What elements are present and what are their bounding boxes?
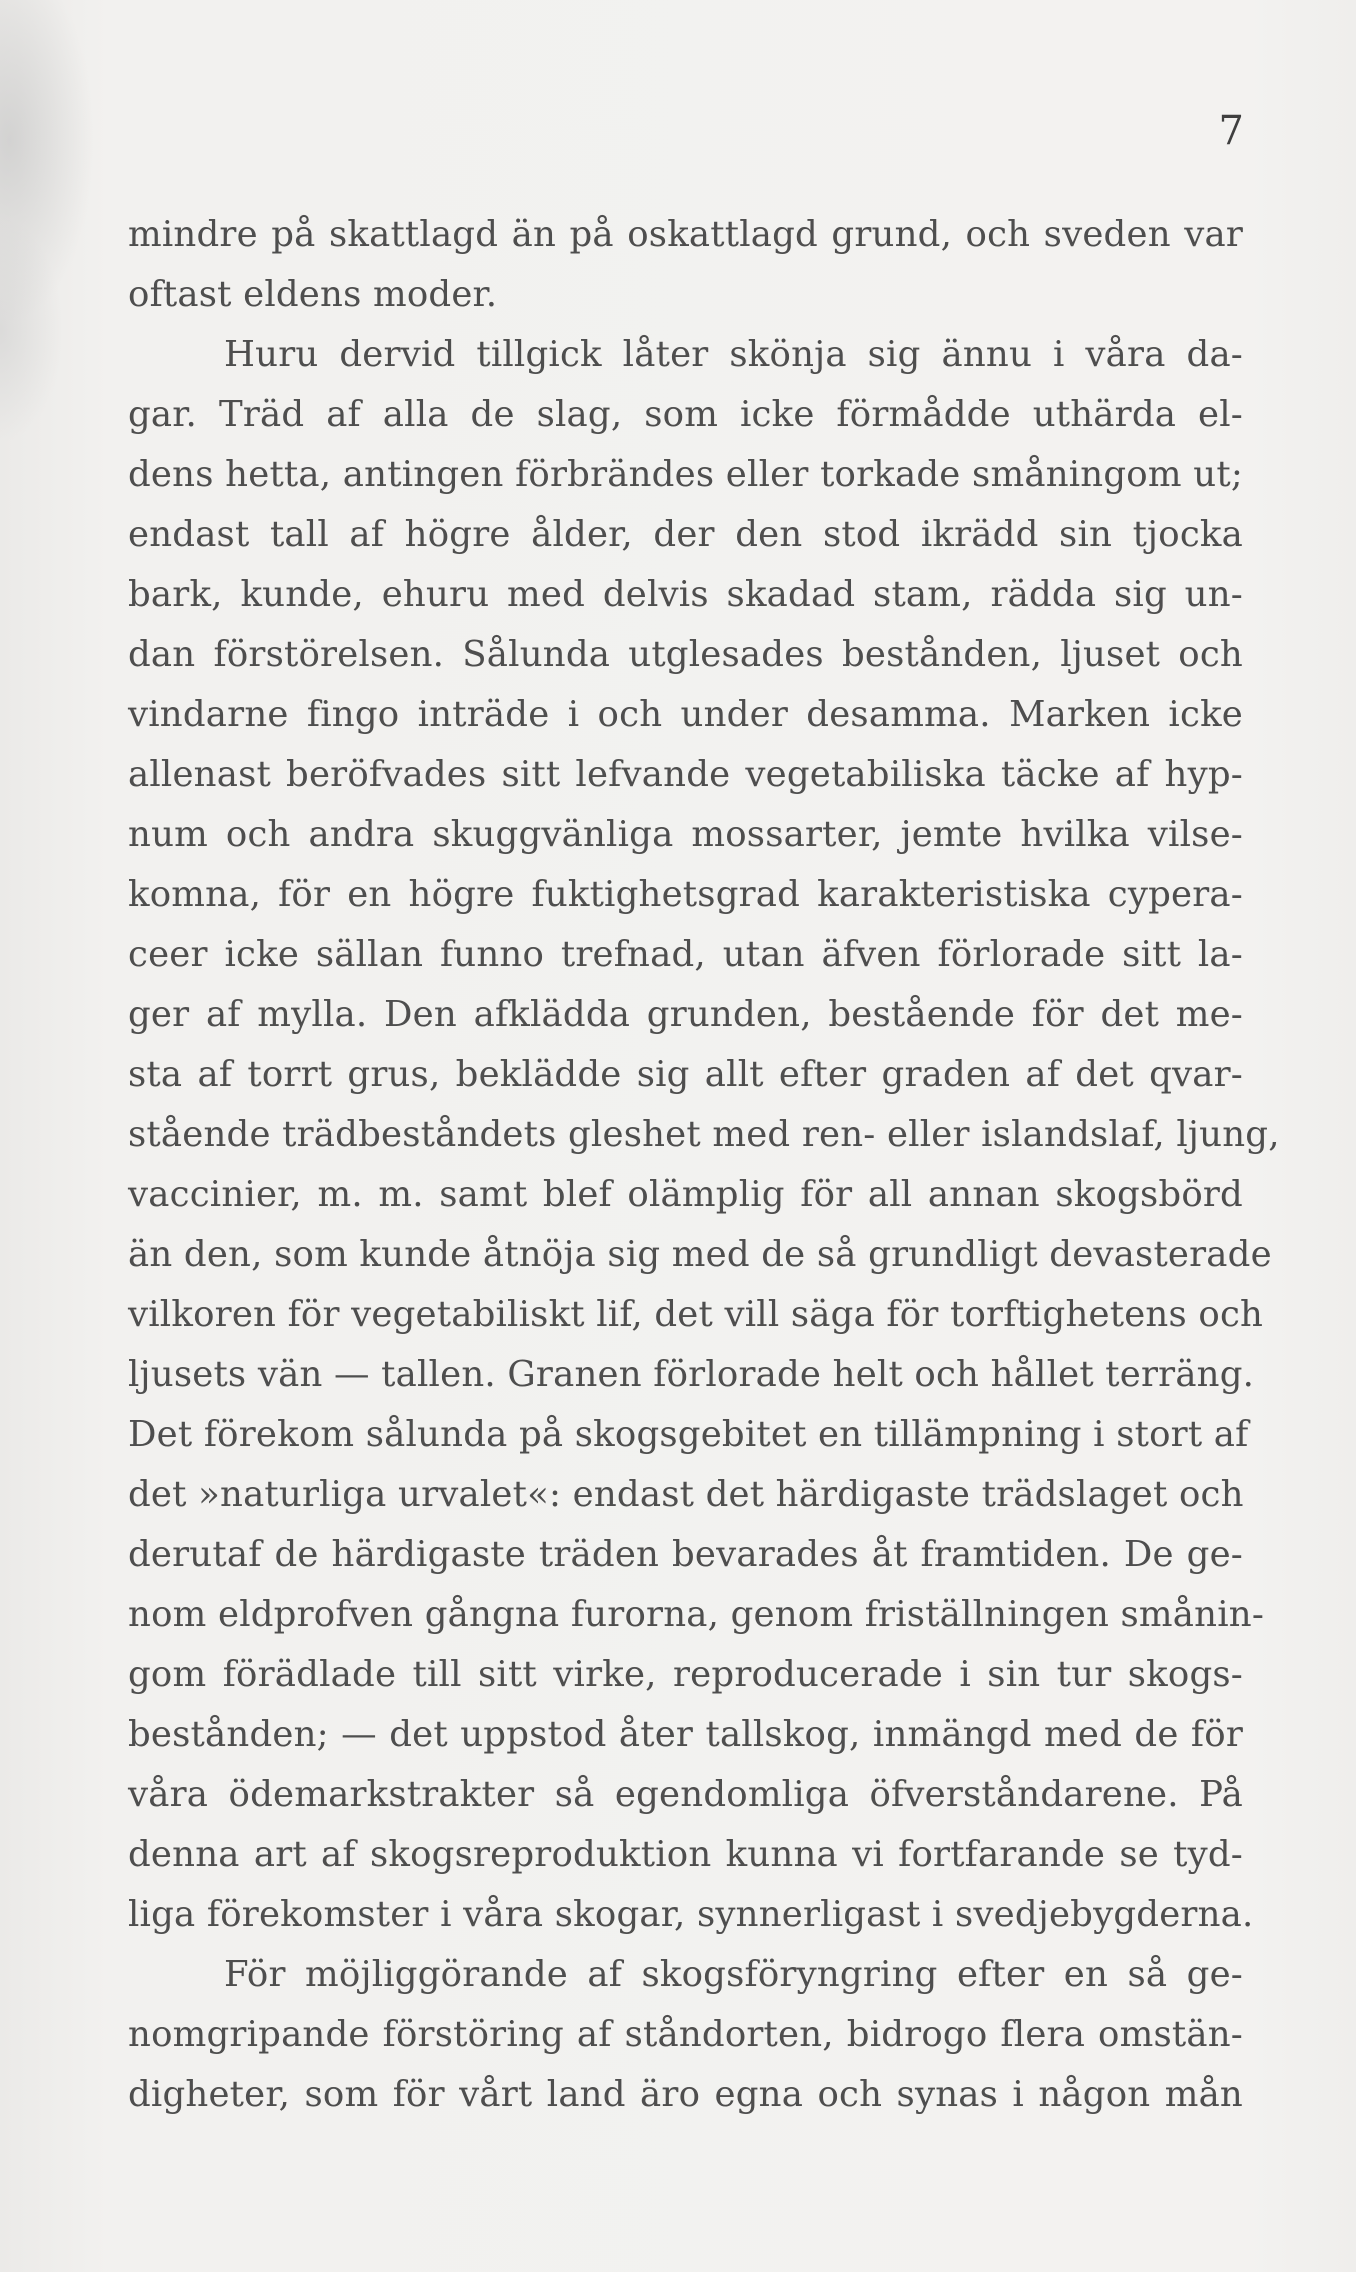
- text-line: bark, kunde, ehuru med delvis skadad stam, rädda sig un-: [128, 574, 1243, 615]
- text-line: denna art af skogsreproduktion kunna vi fortfarande se tyd-: [128, 1834, 1243, 1875]
- text-line: Det förekom sålunda på skogsgebitet en tillämpning i stort af: [128, 1414, 1249, 1455]
- text-line: För möjliggörande af skogsföryngring efter en så ge-: [224, 1954, 1243, 1995]
- page-number: 7: [1218, 108, 1244, 154]
- text-line: komna, för en högre fuktighetsgrad karakteristiska cypera-: [128, 874, 1243, 915]
- text-line: Huru dervid tillgick låter skönja sig ännu i våra da-: [224, 334, 1243, 375]
- text-line: stående trädbeståndets gleshet med ren- eller islandslaf, ljung,: [128, 1114, 1280, 1155]
- text-line: endast tall af högre ålder, der den stod ikrädd sin tjocka: [128, 514, 1243, 555]
- text-line: oftast eldens moder.: [128, 274, 498, 315]
- text-line: ljusets vän — tallen. Granen förlorade helt och hållet terräng.: [128, 1354, 1255, 1395]
- text-line: vindarne fingo inträde i och under desamma. Marken icke: [128, 694, 1243, 735]
- text-line: sta af torrt grus, beklädde sig allt efter graden af det qvar-: [128, 1054, 1243, 1095]
- text-line: gar. Träd af alla de slag, som icke förmådde uthärda el-: [128, 394, 1243, 435]
- text-line: ger af mylla. Den afklädda grunden, bestående för det me-: [128, 994, 1243, 1035]
- text-line: dens hetta, antingen förbrändes eller torkade småningom ut;: [128, 454, 1243, 495]
- text-line: det »naturliga urvalet«: endast det härdigaste trädslaget och: [128, 1474, 1244, 1515]
- text-line: ceer icke sällan funno trefnad, utan äfven förlorade sitt la-: [128, 934, 1243, 975]
- text-line: digheter, som för vårt land äro egna och synas i någon mån: [128, 2074, 1243, 2115]
- text-line: mindre på skattlagd än på oskattlagd grund, och sveden var: [128, 214, 1243, 255]
- body-text: [128, 205, 1280, 2125]
- text-line: allenast beröfvades sitt lefvande vegetabiliska täcke af hyp-: [128, 754, 1243, 795]
- text-line: vilkoren för vegetabiliskt lif, det vill säga för torftighetens och: [128, 1294, 1264, 1335]
- text-line: dan förstörelsen. Sålunda utglesades bestånden, ljuset och: [128, 634, 1243, 675]
- text-line: gom förädlade till sitt virke, reproducerade i sin tur skogs-: [128, 1654, 1243, 1695]
- text-line: liga förekomster i våra skogar, synnerligast i svedjebygderna.: [128, 1894, 1254, 1935]
- text-line: bestånden; — det uppstod åter tallskog, inmängd med de för: [128, 1714, 1243, 1755]
- text-line: num och andra skuggvänliga mossarter, jemte hvilka vilse-: [128, 814, 1243, 855]
- text-line: än den, som kunde åtnöja sig med de så grundligt devasterade: [128, 1234, 1272, 1275]
- text-line: nomgripande förstöring af ståndorten, bidrogo flera omstän-: [128, 2014, 1243, 2055]
- text-line: våra ödemarkstrakter så egendomliga öfverståndarene. På: [128, 1774, 1243, 1815]
- text-line: vaccinier, m. m. samt blef olämplig för all annan skogsbörd: [128, 1174, 1243, 1215]
- text-line: nom eldprofven gångna furorna, genom friställningen smånin-: [128, 1594, 1265, 1635]
- text-line: derutaf de härdigaste träden bevarades åt framtiden. De ge-: [128, 1534, 1243, 1575]
